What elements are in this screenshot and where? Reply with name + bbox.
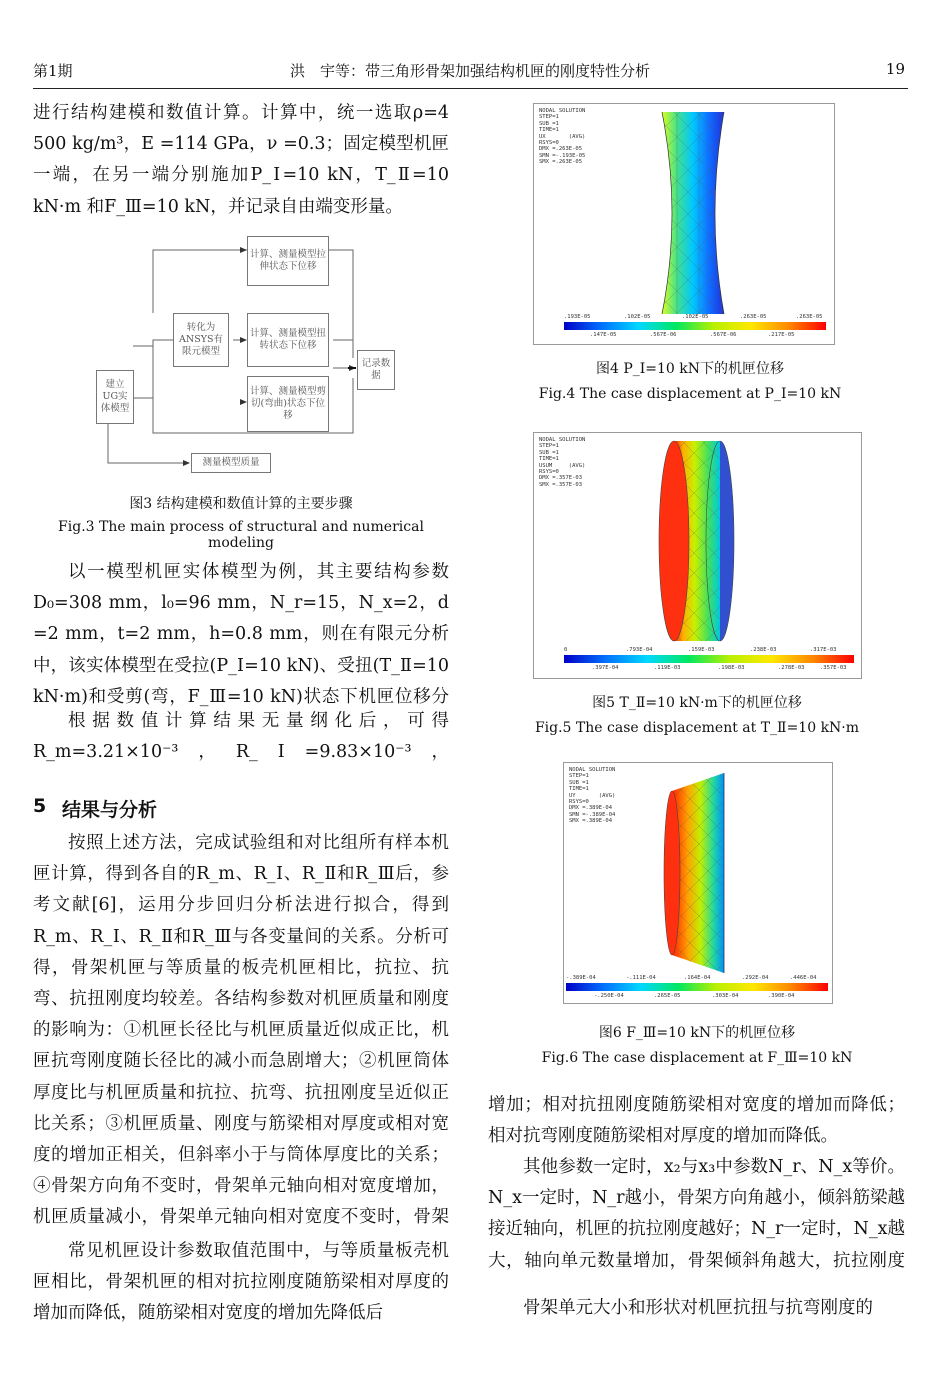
figure-6-tick-bot-1: -.250E-04 bbox=[594, 993, 624, 999]
figure-5-tick-top-4: .238E-03 bbox=[750, 647, 777, 653]
flow-node-shear: 计算、测量模型剪切(弯曲)状态下位移 bbox=[247, 376, 329, 432]
issue-number: 第1期 bbox=[33, 62, 73, 80]
figure-4-caption-cn: 图4 P_Ⅰ=10 kN下的机匣位移 bbox=[595, 361, 785, 377]
paragraph-2: 以一模型机匣实体模型为例，其主要结构参数D₀=308 mm，l₀=96 mm，N_r=15，N_x=2，d =2 mm，t=2 mm，h=0.8 mm，则在有限元分析中，该实体模型在受拉(P_Ⅰ=10 kN)、受扭(T_Ⅱ=10 kN·m)和受剪(弯，F_Ⅲ=10 kN)状态下机匣位移分 bbox=[33, 562, 449, 707]
figure-6-tick-top-3: .164E-04 bbox=[684, 975, 711, 981]
figure-5-colorbar bbox=[564, 655, 854, 663]
flow-node-record: 记录数据 bbox=[357, 350, 395, 390]
running-title: 洪 宇等：带三角形骨架加强结构机匣的刚度特性分析 bbox=[290, 62, 651, 80]
figure-4-tick-bot-1: .147E-05 bbox=[590, 332, 617, 338]
figure-5-image bbox=[533, 432, 862, 679]
figure-5-tick-bot-2: .119E-03 bbox=[654, 665, 681, 671]
figure-3-caption-cn: 图3 结构建模和数值计算的主要步骤 bbox=[129, 496, 353, 512]
figure-4-info: NODAL SOLUTION STEP=1 SUB =1 TIME=1 UX (AVG) RSYS=0 DMX =.263E-05 SMN =-.193E-05 SMX =.263E-05 bbox=[539, 108, 586, 166]
figure-6-cylinder bbox=[564, 763, 832, 1003]
figure-5-caption-en: Fig.5 The case displacement at T_Ⅱ=10 kN·m bbox=[534, 720, 860, 736]
figure-6-tick-top-1: -.389E-04 bbox=[566, 975, 596, 981]
paragraph-7: 其他参数一定时，x₂与x₃中参数N_r、N_x等价。N_x一定时，N_r越小，骨架方向角越小，倾斜筋梁越接近轴向，机匣的抗拉刚度越好；N_r一定时，N_x越大，轴向单元数量增加，骨架倾斜角越大，抗拉刚度 bbox=[488, 1157, 905, 1271]
figure-4-tick-top-3: .102E-05 bbox=[682, 314, 709, 320]
paragraph-5: 常见机匣设计参数取值范围中，与等质量板壳机匣相比，骨架机匣的相对抗拉刚度随筋梁相对厚度的增加而降低，随筋梁相对宽度的增加先降低后 bbox=[33, 1241, 449, 1324]
figure-6-tick-top-4: .292E-04 bbox=[742, 975, 769, 981]
figure-4-tick-top-4: .263E-05 bbox=[740, 314, 767, 320]
figure-6-image bbox=[563, 762, 833, 1004]
flow-node-tension: 计算、测量模型拉伸状态下位移 bbox=[247, 236, 329, 286]
figure-4-image bbox=[533, 103, 835, 345]
figure-6-tick-top-2: -.111E-04 bbox=[626, 975, 656, 981]
figure-5-tick-top-3: .159E-03 bbox=[688, 647, 715, 653]
figure-4-cylinder bbox=[534, 104, 834, 344]
figure-4-tick-bot-2: .567E-06 bbox=[650, 332, 677, 338]
figure-6-info: NODAL SOLUTION STEP=1 SUB =1 TIME=1 UY (AVG) RSYS=0 DMX =.389E-04 SMN =-.389E-04 SMX =.389E-04 bbox=[569, 767, 616, 825]
figure-6-colorbar bbox=[566, 983, 828, 991]
figure-4-tick-top-2: .102E-05 bbox=[624, 314, 651, 320]
figure-3-flowchart bbox=[33, 228, 449, 488]
paragraph-4: 按照上述方法，完成试验组和对比组所有样本机匣计算，得到各自的R_m、R_Ⅰ、R_Ⅱ和R_Ⅲ后，参考文献[6]，运用分步回归分析法进行拟合，得到R_m、R_Ⅰ、R_Ⅱ和R_Ⅲ与各变量间的关系。分析可得，骨架机匣与等质量的板壳机匣相比，抗拉、抗弯、抗扭刚度均较差。各结构参数对机匣质量和刚度的影响为：①机匣长径比与机匣质量近似成正比，机匣抗弯刚度随长径比的减小而急剧增大；②机匣筒体厚度比与机匣质量和抗拉、抗弯、抗扭刚度呈近似正比关系；③机匣质量、刚度与筋梁相对厚度或相对宽度的增加正相关，但斜率小于与筒体厚度比的关系；④骨架方向角不变时，骨架单元轴向相对宽度增加，机匣质量减小，骨架单元轴向相对宽度不变时，骨架 bbox=[33, 833, 449, 1228]
figure-5-caption-cn: 图5 T_Ⅱ=10 kN·m下的机匣位移 bbox=[592, 695, 802, 711]
figure-6-tick-top-5: .446E-04 bbox=[790, 975, 817, 981]
paragraph-6: 增加；相对抗扭刚度随筋梁相对宽度的增加而降低；相对抗弯刚度随筋梁相对厚度的增加而降低。 bbox=[488, 1095, 905, 1147]
figure-4-tick-top-1: .193E-05 bbox=[564, 314, 591, 320]
flow-node-torsion: 计算、测量模型扭转状态下位移 bbox=[247, 313, 329, 367]
flow-node-ug-model: 建立UG实体模型 bbox=[96, 370, 134, 424]
flow-node-mass: 测量模型质量 bbox=[191, 453, 271, 473]
figure-5-cylinder bbox=[534, 433, 861, 678]
figure-5-info: NODAL SOLUTION STEP=1 SUB =1 TIME=1 USUM (AVG) RSYS=0 DMX =.357E-03 SMX =.357E-03 bbox=[539, 437, 586, 488]
section-number: 5 bbox=[33, 795, 47, 817]
page-number: 19 bbox=[885, 60, 905, 78]
figure-4-caption-en: Fig.4 The case displacement at P_Ⅰ=10 kN bbox=[538, 386, 842, 402]
paragraph-1: 进行结构建模和数值计算。计算中，统一选取ρ=4 500 kg/m³，E =114 GPa，ν =0.3；固定模型机匣一端，在另一端分别施加P_Ⅰ=10 kN，T_Ⅱ=10 kN·m 和F_Ⅲ=10 kN，并记录自由端变形量。 bbox=[33, 103, 449, 217]
figure-4-tick-bot-3: .567E-06 bbox=[710, 332, 737, 338]
figure-3-caption-en: Fig.3 The main process of structural and numerical modeling bbox=[58, 519, 424, 551]
paragraph-8: 骨架单元大小和形状对机匣抗扭与抗弯刚度的 bbox=[523, 1298, 873, 1318]
section-title: 结果与分析 bbox=[62, 799, 158, 821]
flow-node-ansys-model: 转化为ANSYS有限元模型 bbox=[173, 313, 229, 367]
figure-5-tick-bot-1: .397E-04 bbox=[592, 665, 619, 671]
paragraph-3: 根据数值计算结果无量纲化后，可得R_m=3.21×10⁻³，R_Ⅰ=9.83×10⁻³， bbox=[33, 711, 449, 763]
figure-6-tick-bot-3: .303E-04 bbox=[712, 993, 739, 999]
figure-5-tick-top-5: .317E-03 bbox=[810, 647, 837, 653]
figure-4-tick-bot-4: .217E-05 bbox=[768, 332, 795, 338]
figure-6-tick-bot-4: .390E-04 bbox=[768, 993, 795, 999]
figure-5-tick-bot-4: .278E-03 bbox=[778, 665, 805, 671]
figure-6-tick-bot-2: .265E-05 bbox=[654, 993, 681, 999]
header-rule bbox=[33, 88, 908, 89]
figure-5-tick-bot-3: .198E-03 bbox=[718, 665, 745, 671]
figure-5-tick-top-1: 0 bbox=[564, 647, 568, 653]
figure-6-caption-en: Fig.6 The case displacement at F_Ⅲ=10 kN bbox=[541, 1050, 853, 1066]
figure-5-tick-bot-5: .357E-03 bbox=[820, 665, 847, 671]
figure-4-tick-top-5: .263E-05 bbox=[796, 314, 823, 320]
figure-4-colorbar bbox=[564, 322, 826, 330]
figure-6-caption-cn: 图6 F_Ⅲ=10 kN下的机匣位移 bbox=[598, 1025, 796, 1041]
figure-5-tick-top-2: .793E-04 bbox=[626, 647, 653, 653]
